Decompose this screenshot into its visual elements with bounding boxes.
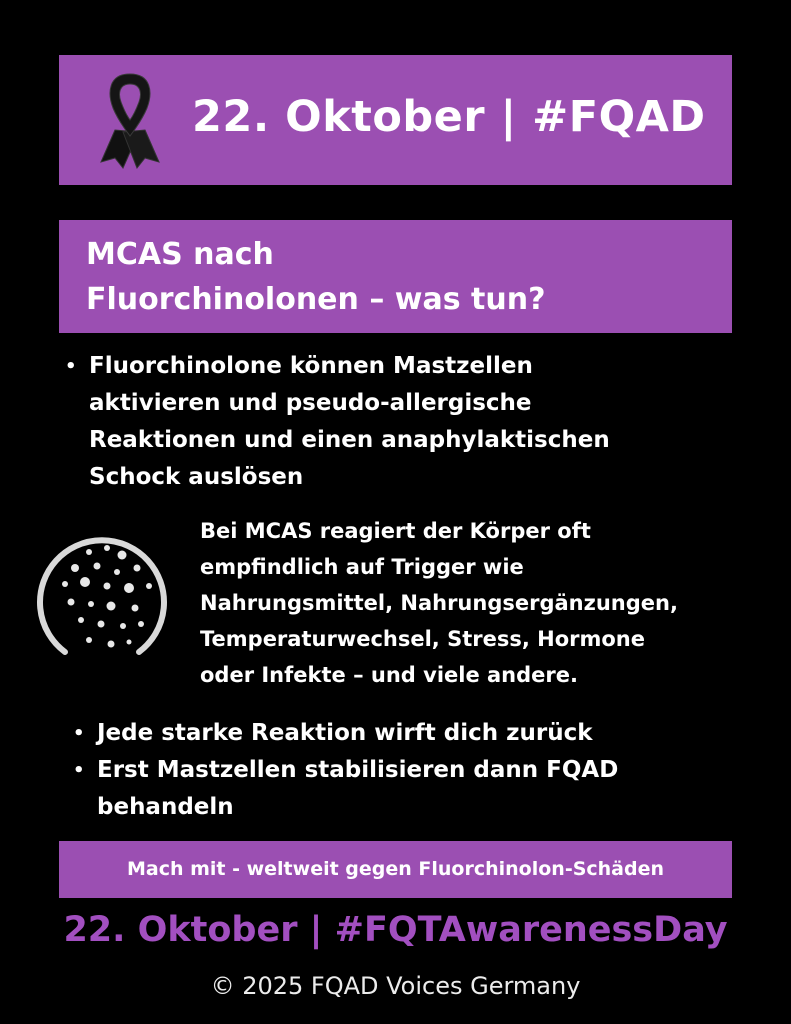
mcas-info-text: Bei MCAS reagiert der Körper oft empfindlich auf Trigger wie Nahrungsmittel, Nahrungsergänzungen, Temperaturwechsel, Stress, Hormone oder Infekte – und viele andere. bbox=[200, 519, 678, 687]
mast-cell-icon bbox=[27, 520, 177, 670]
bullet-dot-icon: • bbox=[73, 760, 85, 781]
bullet-dot-icon: • bbox=[65, 356, 77, 377]
subtitle-line-1: MCAS nach bbox=[86, 237, 274, 272]
header-title: 22. Oktober | #FQAD bbox=[192, 92, 706, 142]
footer-hashtag-title: 22. Oktober | #FQTAwarenessDay bbox=[63, 910, 728, 950]
bullet-list-bottom bbox=[73, 715, 713, 826]
bullet-text: Jede starke Reaktion wirft dich zurück bbox=[97, 720, 593, 746]
list-item bbox=[65, 348, 705, 496]
bullet-text: Fluorchinolone können Mastzellen aktivieren und pseudo-allergische Reaktionen und einen anaphylaktischen Schock auslösen bbox=[89, 353, 610, 490]
black-awareness-ribbon-icon bbox=[93, 70, 167, 170]
subtitle-line-2: Fluorchinolonen – was tun? bbox=[86, 282, 546, 317]
list-item bbox=[73, 752, 713, 826]
bullet-text: Erst Mastzellen stabilisieren dann FQAD behandeln bbox=[97, 757, 619, 820]
bullet-dot-icon: • bbox=[73, 723, 85, 744]
copyright-text: © 2025 FQAD Voices Germany bbox=[210, 972, 581, 1000]
bullet-list-top bbox=[65, 348, 705, 496]
list-item bbox=[73, 715, 713, 752]
call-to-action-text: Mach mit - weltweit gegen Fluorchinolon-Schäden bbox=[126, 858, 665, 880]
subtitle bbox=[86, 232, 546, 322]
